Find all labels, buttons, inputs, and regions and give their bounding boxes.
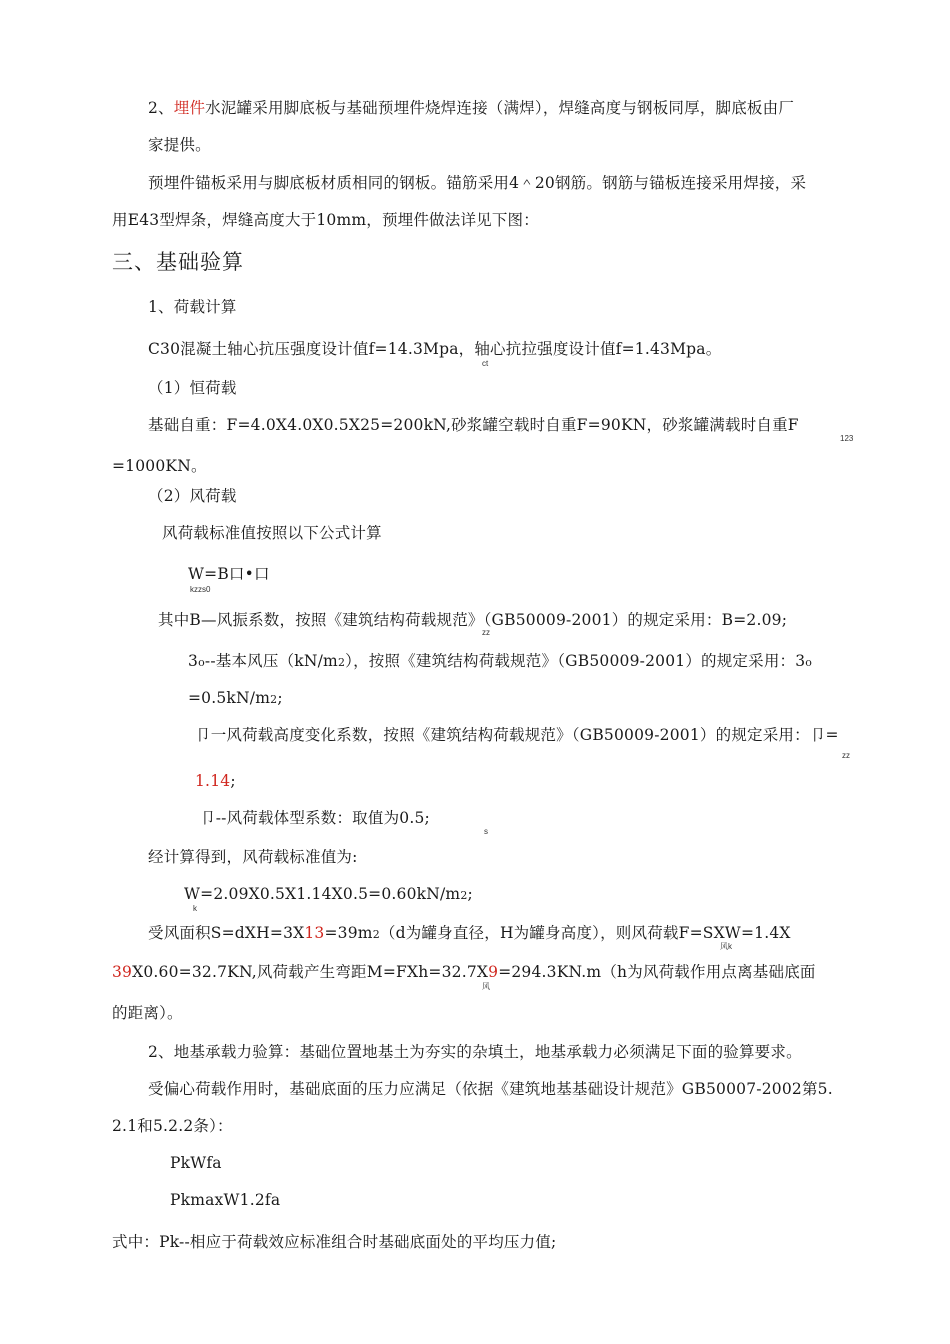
highlight-text: 埋件 (173, 99, 206, 117)
concrete-strength-line: C30混凝土轴心抗压强度设计值f=14.3Mpa，轴心抗拉强度设计值f=1.43Mpa。 (148, 340, 722, 358)
paragraph-line: 家提供。 (148, 136, 211, 154)
wind-area-line: 受风面积S=dXH=3X13=39m2（d为罐身直径，H为罐身高度），则风荷载F=SXW=1.4X (148, 924, 791, 942)
wind-intro: 风荷载标准值按照以下公式计算 (162, 524, 382, 542)
definition-line: 式中：Pk--相应于荷载效应标准组合时基础底面处的平均压力值; (112, 1233, 557, 1251)
wind-moment-line: 39X0.60=32.7KN,风荷载产生弯距M=FXh=32.7X9=294.3KN.m（h为风荷载作用点离基础底面 (112, 963, 816, 981)
eccentric-load-line: 受偏心荷载作用时，基础底面的压力应满足（依据《建筑地基基础设计规范》GB50007-2002第5. (148, 1080, 833, 1098)
subscript: k (193, 904, 197, 913)
beta-definition: 其中B—风振系数，按照《建筑结构荷载规范》（GB50009-2001）的规定采用：B=2.09; (158, 611, 788, 629)
subscript: 风k (720, 942, 732, 951)
shape-coefficient-definition: 卩--风荷载体型系数：取值为0.5; (200, 809, 430, 827)
subsection-heading: 1、荷载计算 (148, 298, 237, 316)
calc-result-intro: 经计算得到，风荷载标准值为: (148, 848, 358, 866)
condition-formula-2: PkmaxW1.2fa (170, 1191, 281, 1209)
subscript: zz (482, 628, 490, 637)
subscript: s (484, 827, 488, 836)
wind-load-heading: （2）风荷载 (148, 487, 237, 505)
paragraph-line: 用E43型焊条，焊缝高度大于10mm，预埋件做法详见下图： (112, 211, 539, 229)
subscript: ct (482, 359, 489, 368)
condition-formula-1: PkWfa (170, 1154, 222, 1172)
subscript: 123 (840, 434, 854, 443)
eccentric-load-line-cont: 2.1和5.2.2条）： (112, 1117, 233, 1135)
basic-wind-pressure-definition: 3o--基本风压（kN/m2），按照《建筑结构荷载规范》（GB50009-2001）的规定采用：3o (188, 652, 813, 670)
paragraph-anchor-plate: 预埋件锚板采用与脚底板材质相同的钢板。锚筋采用4＾20钢筋。钢筋与锚板连接采用焊接，采 (148, 174, 807, 192)
section-heading: 三、基础验算 (112, 250, 244, 274)
subscript: zz (842, 751, 850, 760)
subscript: 风 (482, 982, 490, 991)
bearing-capacity-heading: 2、地基承载力验算：基础位置地基土为夯实的杂填土，地基承载力必须满足下面的验算要求。 (148, 1043, 802, 1061)
subscript: kzzs0 (190, 585, 211, 594)
paragraph-embedded-part: 2、埋件水泥罐采用脚底板与基础预埋件烧焊连接（满焊），焊缝高度与钢板同厚，脚底板由厂 (148, 99, 795, 117)
height-coefficient-definition: 卩一风荷载高度变化系数，按照《建筑结构荷载规范》（GB50009-2001）的规定采用：卩= (195, 726, 839, 744)
self-weight-line: 基础自重：F=4.0X4.0X0.5X25=200kN,砂浆罐空载时自重F=90KN，砂浆罐满载时自重F (148, 416, 799, 434)
wind-formula: W=B口•口 (188, 565, 270, 583)
wind-moment-line-cont: 的距离）。 (112, 1004, 183, 1022)
wk-value: W=2.09X0.5X1.14X0.5=0.60kN/m2; (184, 885, 473, 903)
basic-wind-pressure-value: =0.5kN/m2; (188, 689, 283, 707)
dead-load-heading: （1）恒荷载 (148, 379, 237, 397)
self-weight-line-cont: =1000KN。 (112, 457, 207, 475)
height-coefficient-value: 1.14; (195, 772, 236, 790)
